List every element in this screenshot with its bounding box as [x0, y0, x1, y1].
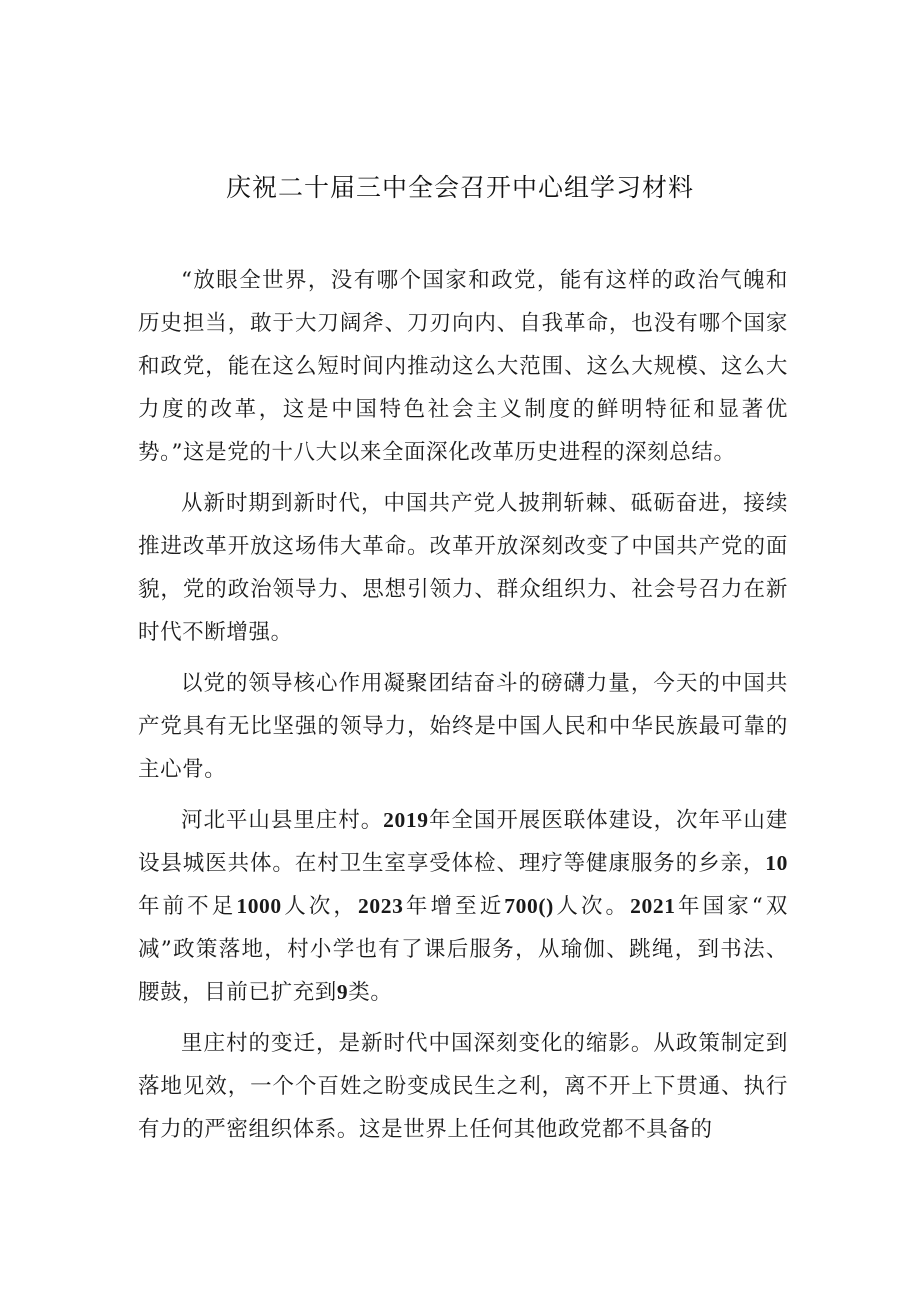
paragraph-text: 里庄村的变迁，是新时代中国深刻变化的缩影。从政策制定到落地见效，一个个百姓之盼变成民生之利，离不开上下贯通、执行有力的严密组织体系。这是世界上任何其他政党都不具备的 — [138, 1031, 788, 1142]
paragraph-text: 以党的领导核心作用凝聚团结奋斗的磅礴力量，今天的中国共产党具有无比坚强的领导力，始终是中国人民和中华民族最可靠的主心骨。 — [138, 671, 788, 782]
paragraph — [138, 482, 788, 654]
paragraph — [138, 1022, 788, 1151]
paragraph — [138, 662, 788, 791]
paragraph-number: 2023 — [358, 894, 404, 918]
paragraph-number: 700() — [504, 894, 554, 918]
paragraph-text: 人次。 — [553, 894, 631, 919]
paragraph — [138, 799, 788, 1014]
paragraph — [138, 259, 788, 474]
paragraph-text: 河北平山县里庄村。 — [181, 808, 384, 833]
paragraph-text: 类。 — [348, 980, 393, 1005]
paragraph-number: 1000 — [236, 894, 282, 918]
paragraph-text: “放眼全世界，没有哪个国家和政党，能有这样的政治气魄和历史担当，敢于大刀阔斧、刀刃向内、自我革命，也没有哪个国家和政党，能在这么短时间内推动这么大范围、这么大规模、这么大力度的改革，这是中国特色社会主义制度的鲜明特征和显著优势。”这是党的十八大以来全面深化改革历史进程的深刻总结。 — [138, 268, 788, 465]
paragraph-number: 2019 — [383, 808, 429, 832]
paragraph-text: 年前不足 — [138, 894, 237, 919]
paragraph-text: 年全国开展医联体建设，次年平山建设县城医共体。在村卫生室享受体检、理疗等健康服务的乡亲， — [138, 808, 788, 876]
paragraph-number: 10 — [765, 851, 788, 875]
paragraph-number: 9 — [336, 980, 349, 1004]
paragraph-number: 2021 — [630, 894, 676, 918]
paragraph-text: 从新时期到新时代，中国共产党人披荆斩棘、砥砺奋进，接续推进改革开放这场伟大革命。改革开放深刻改变了中国共产党的面貌，党的政治领导力、思想引领力、群众组织力、社会号召力在新时代不断增强。 — [138, 491, 788, 645]
paragraph-text: 人次， — [281, 894, 359, 919]
paragraph-text: 年国家“双减”政策落地，村小学也有了课后服务，从瑜伽、跳绳，到书法、腰鼓，目前已扩充到 — [138, 894, 788, 1005]
document-body — [138, 259, 788, 1159]
document-title: 庆祝二十届三中全会召开中心组学习材料 — [225, 173, 694, 202]
paragraph-text: 年增至近 — [403, 894, 505, 919]
